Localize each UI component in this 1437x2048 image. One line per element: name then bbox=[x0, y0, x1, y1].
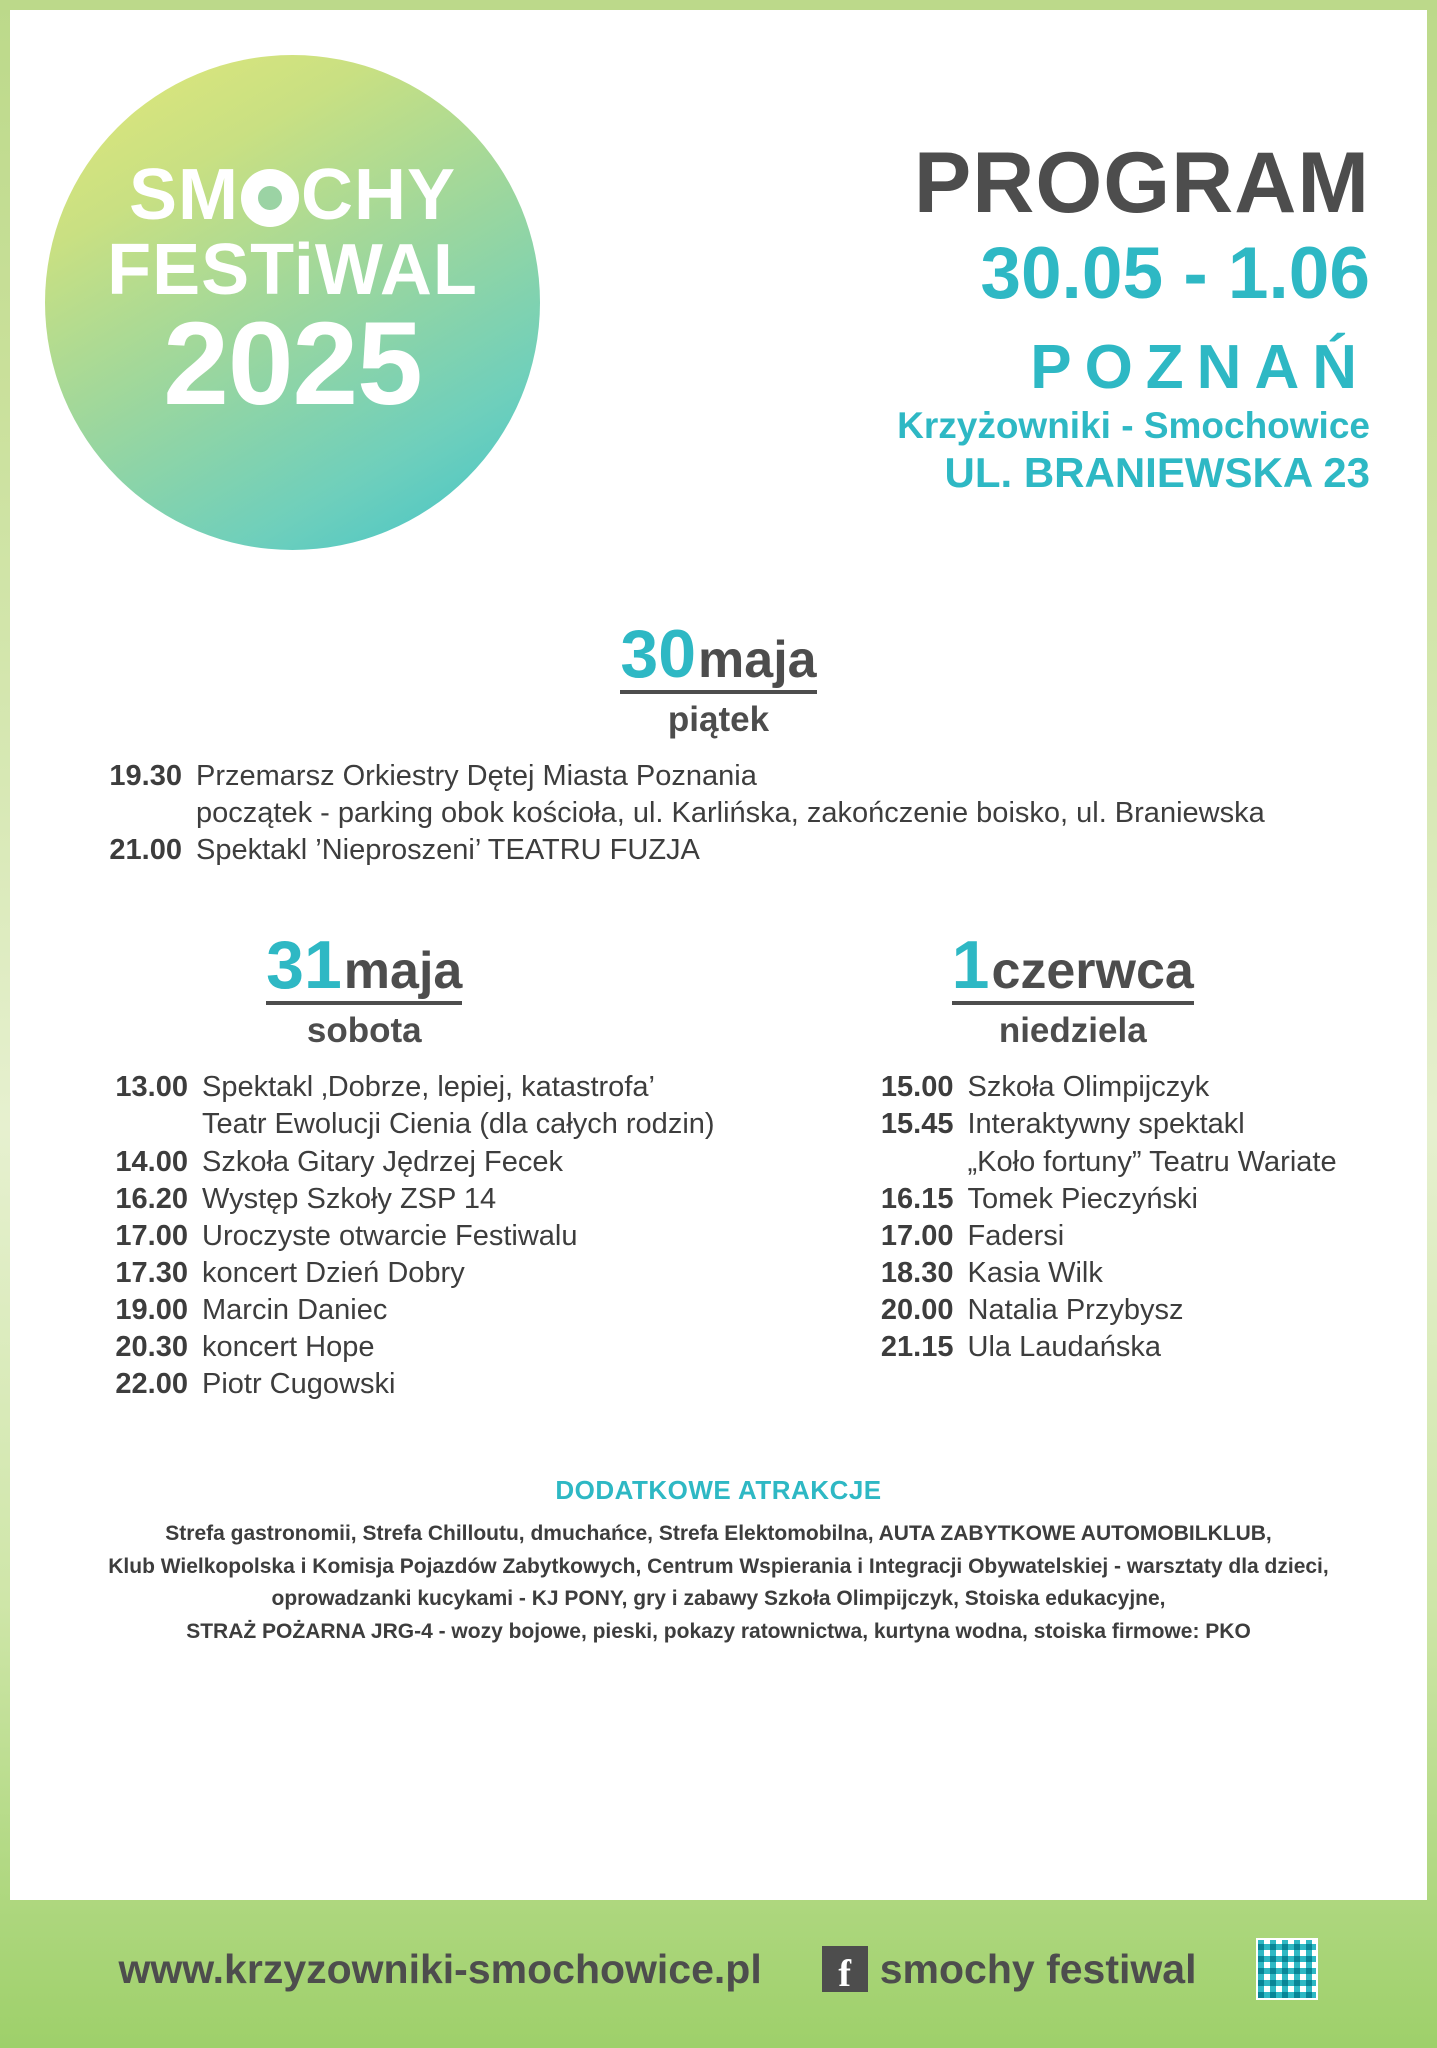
event-title: Spektakl ‚Dobrze, lepiej, katastrofa’ bbox=[202, 1071, 655, 1104]
day-heading-friday bbox=[10, 616, 1427, 740]
extras-title: DODATKOWE ATRAKCJE bbox=[555, 1475, 882, 1506]
event-detail: Teatr Ewolucji Cienia (dla całych rodzin) bbox=[202, 1108, 715, 1141]
logo-line-2: FESTiWAL bbox=[107, 229, 478, 310]
event-time: 17.00 bbox=[115, 1219, 188, 1252]
schedule-sunday bbox=[719, 1069, 1428, 1366]
day-weekday: sobota bbox=[306, 1011, 422, 1051]
event-title: Przemarsz Orkiestry Dętej Miasta Poznania bbox=[196, 760, 757, 792]
schedule-row bbox=[844, 1106, 1428, 1143]
day-block-friday bbox=[10, 616, 1427, 869]
schedule-row bbox=[82, 758, 1387, 795]
event-detail: początek - parking obok kościoła, ul. Karlińska, zakończenie boisko, ul. Braniewska bbox=[196, 797, 1265, 830]
event-title: Występ Szkoły ZSP 14 bbox=[202, 1182, 497, 1215]
facebook-label: smochy festiwal bbox=[879, 1945, 1197, 1992]
event-time: 17.00 bbox=[880, 1219, 954, 1252]
event-title: Marcin Daniec bbox=[202, 1293, 388, 1326]
event-title: Piotr Cugowski bbox=[202, 1368, 396, 1401]
event-time: 16.20 bbox=[115, 1182, 188, 1215]
schedule-row bbox=[78, 1329, 719, 1366]
day-block-saturday bbox=[10, 927, 719, 1403]
facebook-link[interactable] bbox=[822, 1946, 1197, 1993]
day-month: maja bbox=[698, 631, 817, 689]
extras-line: Klub Wielkopolska i Komisja Pojazdów Zabytkowych, Centrum Wspierania i Integracji Obywatelskiej - warsztaty dla dzieci, bbox=[108, 1554, 1329, 1578]
extras-line: Strefa gastronomii, Strefa Chilloutu, dmuchańce, Strefa Elektomobilna, AUTA ZABYTKOWE AUTOMOBILKLUB, bbox=[165, 1522, 1272, 1546]
facebook-icon[interactable]: f bbox=[822, 1946, 868, 1992]
logo-text bbox=[45, 155, 540, 431]
event-time: 21.00 bbox=[109, 834, 182, 867]
event-time: 20.00 bbox=[880, 1293, 954, 1326]
day-weekday: piątek bbox=[667, 700, 770, 739]
schedule-friday bbox=[10, 758, 1427, 869]
event-title: Natalia Przybysz bbox=[967, 1293, 1184, 1326]
poster-header bbox=[10, 10, 1427, 570]
event-title: koncert Hope bbox=[202, 1331, 375, 1364]
event-title: Interaktywny spektakl bbox=[967, 1108, 1245, 1141]
schedule-row bbox=[844, 1069, 1428, 1106]
schedule-row bbox=[78, 1181, 719, 1218]
logo-line-3: 2025 bbox=[163, 298, 422, 431]
festival-logo bbox=[45, 55, 540, 550]
schedule-saturday bbox=[10, 1069, 719, 1403]
day-block-sunday bbox=[719, 927, 1428, 1403]
event-time: 21.15 bbox=[880, 1331, 954, 1364]
schedule-row bbox=[82, 832, 1387, 869]
day-month: czerwca bbox=[991, 942, 1194, 1001]
day-heading-row bbox=[266, 927, 463, 1005]
event-title: Ula Laudańska bbox=[967, 1331, 1161, 1364]
district-name: Krzyżowniki - Smochowice bbox=[897, 405, 1370, 447]
event-title: Spektakl ’Nieproszeni’ TEATRU FUZJA bbox=[196, 834, 700, 867]
schedule-row bbox=[78, 1069, 719, 1106]
event-title: Kasia Wilk bbox=[967, 1256, 1103, 1289]
event-time: 20.30 bbox=[115, 1331, 188, 1364]
event-time: 19.00 bbox=[115, 1293, 188, 1326]
schedule-row bbox=[78, 1255, 719, 1292]
event-title: Fadersi bbox=[967, 1219, 1065, 1252]
day-heading-row bbox=[620, 616, 817, 694]
event-time: 15.45 bbox=[880, 1108, 954, 1141]
event-time: 22.00 bbox=[115, 1368, 188, 1401]
event-title: Szkoła Gitary Jędrzej Fecek bbox=[202, 1145, 564, 1178]
day-heading-row bbox=[951, 927, 1194, 1005]
day-weekday: niedziela bbox=[998, 1011, 1147, 1051]
event-title: koncert Dzień Dobry bbox=[202, 1256, 465, 1289]
event-time: 13.00 bbox=[115, 1071, 188, 1104]
event-time: 15.00 bbox=[880, 1071, 954, 1104]
weekend-columns bbox=[10, 927, 1427, 1403]
header-info bbox=[750, 135, 1370, 497]
schedule-row bbox=[78, 1292, 719, 1329]
event-time: 17.30 bbox=[115, 1256, 188, 1289]
event-time: 18.30 bbox=[880, 1256, 954, 1289]
poster-footer bbox=[0, 1890, 1437, 2048]
schedule-row bbox=[844, 1329, 1428, 1366]
schedule-row bbox=[844, 1292, 1428, 1329]
website-link[interactable]: www.krzyzowniki-smochowice.pl bbox=[118, 1945, 762, 1992]
extra-attractions bbox=[10, 1475, 1427, 1648]
schedule-row bbox=[78, 1366, 719, 1403]
schedule-row bbox=[78, 1144, 719, 1181]
event-time: 16.15 bbox=[880, 1182, 954, 1215]
event-time: 19.30 bbox=[109, 760, 182, 792]
logo-line-1a: SM bbox=[128, 155, 239, 235]
festival-dates: 30.05 - 1.06 bbox=[980, 233, 1370, 314]
extras-line: oprowadzanki kucykami - KJ PONY, gry i zabawy Szkoła Olimpijczyk, Stoiska edukacyjne, bbox=[271, 1587, 1166, 1611]
city-name: POZNAŃ bbox=[1030, 333, 1370, 403]
extras-body bbox=[10, 1518, 1427, 1648]
schedule-row bbox=[844, 1181, 1428, 1218]
page-title: PROGRAM bbox=[913, 135, 1370, 231]
logo-line-1 bbox=[45, 155, 540, 235]
event-detail: „Koło fortuny” Teatru Wariate bbox=[967, 1145, 1337, 1178]
event-title: Tomek Pieczyński bbox=[967, 1182, 1198, 1215]
event-time: 14.00 bbox=[115, 1145, 188, 1178]
schedule-row bbox=[844, 1218, 1428, 1255]
day-month: maja bbox=[343, 942, 463, 1001]
day-number: 30 bbox=[620, 616, 697, 692]
event-title: Szkoła Olimpijczyk bbox=[967, 1071, 1210, 1104]
logo-line-1b: CHY bbox=[300, 155, 456, 235]
street-address: UL. BRANIEWSKA 23 bbox=[944, 449, 1370, 497]
event-title: Uroczyste otwarcie Festiwalu bbox=[202, 1219, 578, 1252]
day-number: 31 bbox=[266, 927, 342, 1004]
qr-code-icon[interactable] bbox=[1256, 1938, 1318, 2000]
schedule-row bbox=[78, 1218, 719, 1255]
schedule-row bbox=[844, 1255, 1428, 1292]
day-number: 1 bbox=[951, 927, 990, 1004]
logo-o-icon bbox=[241, 169, 299, 227]
day-heading-sunday bbox=[719, 927, 1428, 1051]
extras-line: STRAŻ POŻARNA JRG-4 - wozy bojowe, pieski, pokazy ratownictwa, kurtyna wodna, stoiska firmowe: PKO bbox=[186, 1619, 1251, 1643]
poster-content bbox=[10, 10, 1427, 1900]
day-heading-saturday bbox=[10, 927, 719, 1051]
